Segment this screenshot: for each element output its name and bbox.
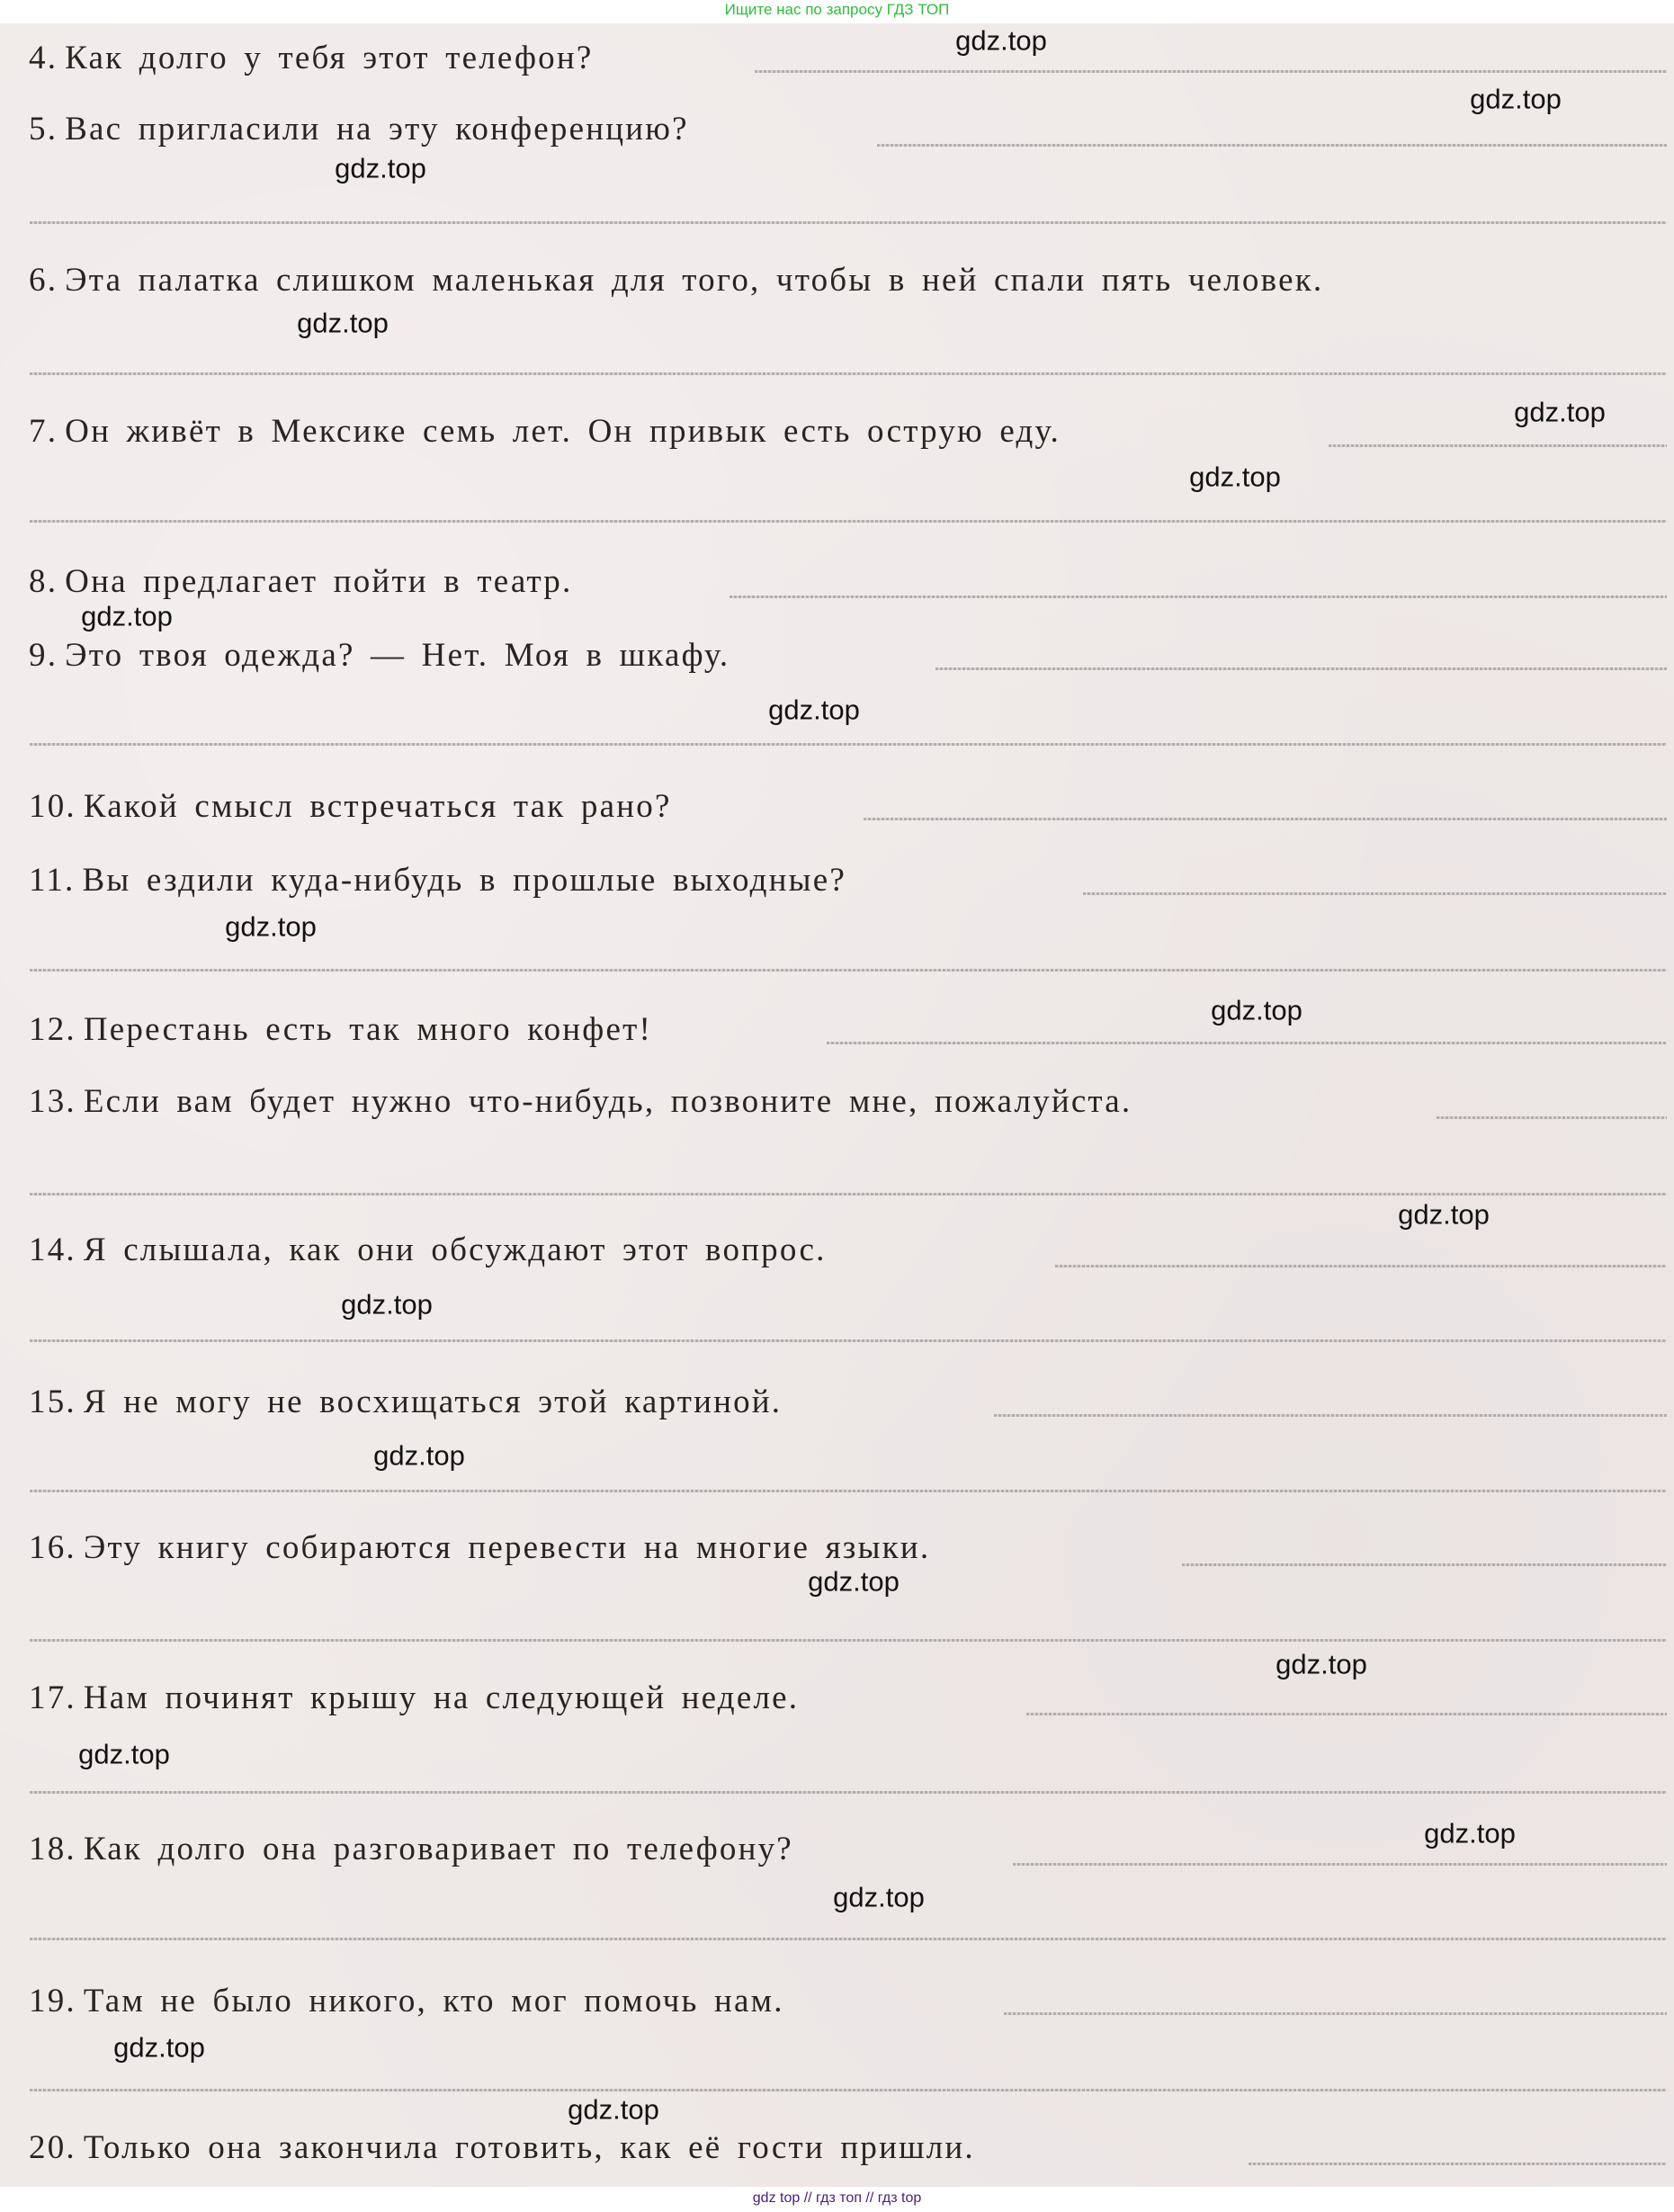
watermark: gdz.top <box>768 694 860 726</box>
watermark: gdz.top <box>1514 396 1606 428</box>
question-9 <box>29 639 730 672</box>
answer-line-9[interactable] <box>935 667 1667 670</box>
question-text: Эту книгу собираются перевести на многие языки. <box>83 1529 931 1566</box>
footer-links[interactable]: gdz top // гдз топ // гдз top <box>0 2187 1674 2212</box>
answer-line-15-full[interactable] <box>30 1490 1667 1492</box>
question-text: Нам починят крышу на следующей неделе. <box>83 1679 800 1716</box>
question-16 <box>29 1531 930 1564</box>
question-4 <box>29 41 593 75</box>
watermark: gdz.top <box>808 1565 900 1598</box>
answer-line-13[interactable] <box>1437 1116 1667 1119</box>
watermark: gdz.top <box>1424 1817 1516 1849</box>
answer-line-12[interactable] <box>827 1042 1667 1044</box>
question-text: Я слышала, как они обсуждают этот вопрос. <box>83 1231 827 1268</box>
answer-line-11[interactable] <box>1083 892 1667 895</box>
question-text: Он живёт в Мексике семь лет. Он привык есть острую еду. <box>65 413 1061 450</box>
question-number: 13. <box>29 1083 76 1120</box>
question-text: Вас пригласили на эту конференцию? <box>65 111 689 148</box>
watermark: gdz.top <box>335 152 426 184</box>
question-number: 10. <box>29 788 76 825</box>
question-text: Как долго у тебя этот телефон? <box>65 40 594 76</box>
watermark: gdz.top <box>1211 994 1302 1026</box>
question-text: Если вам будет нужно что-нибудь, позвоните мне, пожалуйста. <box>83 1083 1132 1120</box>
answer-line-5-full[interactable] <box>30 221 1667 224</box>
answer-line-16-full[interactable] <box>30 1639 1667 1642</box>
question-text: Это твоя одежда? — Нет. Моя в шкафу. <box>65 637 730 674</box>
question-text: Эта палатка слишком маленькая для того, чтобы в ней спали пять человек. <box>65 262 1324 299</box>
question-text: Она предлагает пойти в театр. <box>65 563 573 600</box>
question-number: 17. <box>29 1679 76 1716</box>
answer-line-18[interactable] <box>1013 1863 1667 1866</box>
watermark: gdz.top <box>833 1881 925 1913</box>
answer-line-5[interactable] <box>877 144 1667 147</box>
question-18 <box>29 1832 793 1866</box>
question-19 <box>29 1984 784 2018</box>
question-number: 6. <box>29 262 58 299</box>
watermark: gdz.top <box>78 1738 170 1770</box>
answer-line-9-full[interactable] <box>30 743 1667 746</box>
question-number: 16. <box>29 1529 76 1566</box>
question-number: 8. <box>29 563 58 600</box>
answer-line-8[interactable] <box>730 596 1667 598</box>
watermark: gdz.top <box>1276 1648 1367 1680</box>
answer-line-19[interactable] <box>1004 2012 1667 2015</box>
answer-line-20[interactable] <box>1249 2163 1667 2165</box>
watermark: gdz.top <box>373 1439 465 1472</box>
question-8 <box>29 565 572 598</box>
question-17 <box>29 1681 799 1715</box>
answer-line-6-full[interactable] <box>30 372 1667 375</box>
question-number: 12. <box>29 1011 76 1048</box>
answer-line-14-full[interactable] <box>30 1339 1667 1342</box>
question-20 <box>29 2131 975 2164</box>
answer-line-7[interactable] <box>1329 444 1667 447</box>
question-text: Я не могу не восхищаться этой картиной. <box>83 1384 783 1420</box>
question-text: Вы ездили куда-нибудь в прошлые выходные? <box>82 862 846 899</box>
watermark: gdz.top <box>341 1288 433 1321</box>
question-7 <box>29 415 1061 448</box>
question-number: 15. <box>29 1384 76 1420</box>
question-15 <box>29 1385 782 1419</box>
question-number: 7. <box>29 413 58 450</box>
question-text: Там не было никого, кто мог помочь нам. <box>83 1983 784 2019</box>
answer-line-13-full[interactable] <box>30 1193 1667 1196</box>
question-number: 4. <box>29 40 58 76</box>
answer-line-15[interactable] <box>994 1414 1667 1417</box>
question-text: Только она закончила готовить, как её гости пришли. <box>83 2129 975 2166</box>
question-number: 20. <box>29 2129 76 2166</box>
watermark: gdz.top <box>297 307 389 339</box>
answer-line-7-full[interactable] <box>30 520 1667 523</box>
question-number: 18. <box>29 1831 76 1867</box>
answer-line-17-full[interactable] <box>30 1791 1667 1794</box>
question-5 <box>29 112 689 146</box>
watermark: gdz.top <box>113 2031 205 2064</box>
question-11 <box>29 864 846 897</box>
watermark: gdz.top <box>81 600 173 632</box>
watermark: gdz.top <box>1470 83 1562 115</box>
answer-line-18-full[interactable] <box>30 1938 1667 1940</box>
question-10 <box>29 790 672 823</box>
question-text: Перестань есть так много конфет! <box>83 1011 652 1048</box>
answer-line-19-full[interactable] <box>30 2089 1667 2091</box>
watermark: gdz.top <box>225 910 317 943</box>
question-number: 14. <box>29 1231 76 1268</box>
answer-line-17[interactable] <box>1026 1713 1667 1715</box>
search-banner[interactable]: Ищите нас по запросу ГДЗ ТОП <box>0 0 1674 23</box>
watermark: gdz.top <box>955 24 1047 57</box>
watermark: gdz.top <box>568 2093 659 2126</box>
question-number: 11. <box>29 862 76 899</box>
watermark: gdz.top <box>1189 461 1281 493</box>
question-text: Какой смысл встречаться так рано? <box>83 788 672 825</box>
question-number: 5. <box>29 111 58 148</box>
question-text: Как долго она разговаривает по телефону? <box>83 1831 793 1867</box>
question-number: 9. <box>29 637 58 674</box>
watermark: gdz.top <box>1398 1198 1490 1231</box>
question-6 <box>29 264 1323 297</box>
answer-line-16[interactable] <box>1182 1563 1667 1566</box>
question-12 <box>29 1013 652 1046</box>
question-14 <box>29 1233 827 1267</box>
question-13 <box>29 1085 1132 1118</box>
answer-line-11-full[interactable] <box>30 969 1667 972</box>
answer-line-10[interactable] <box>864 818 1667 820</box>
question-number: 19. <box>29 1983 76 2019</box>
answer-line-14[interactable] <box>1055 1265 1667 1267</box>
answer-line-4[interactable] <box>755 70 1667 73</box>
